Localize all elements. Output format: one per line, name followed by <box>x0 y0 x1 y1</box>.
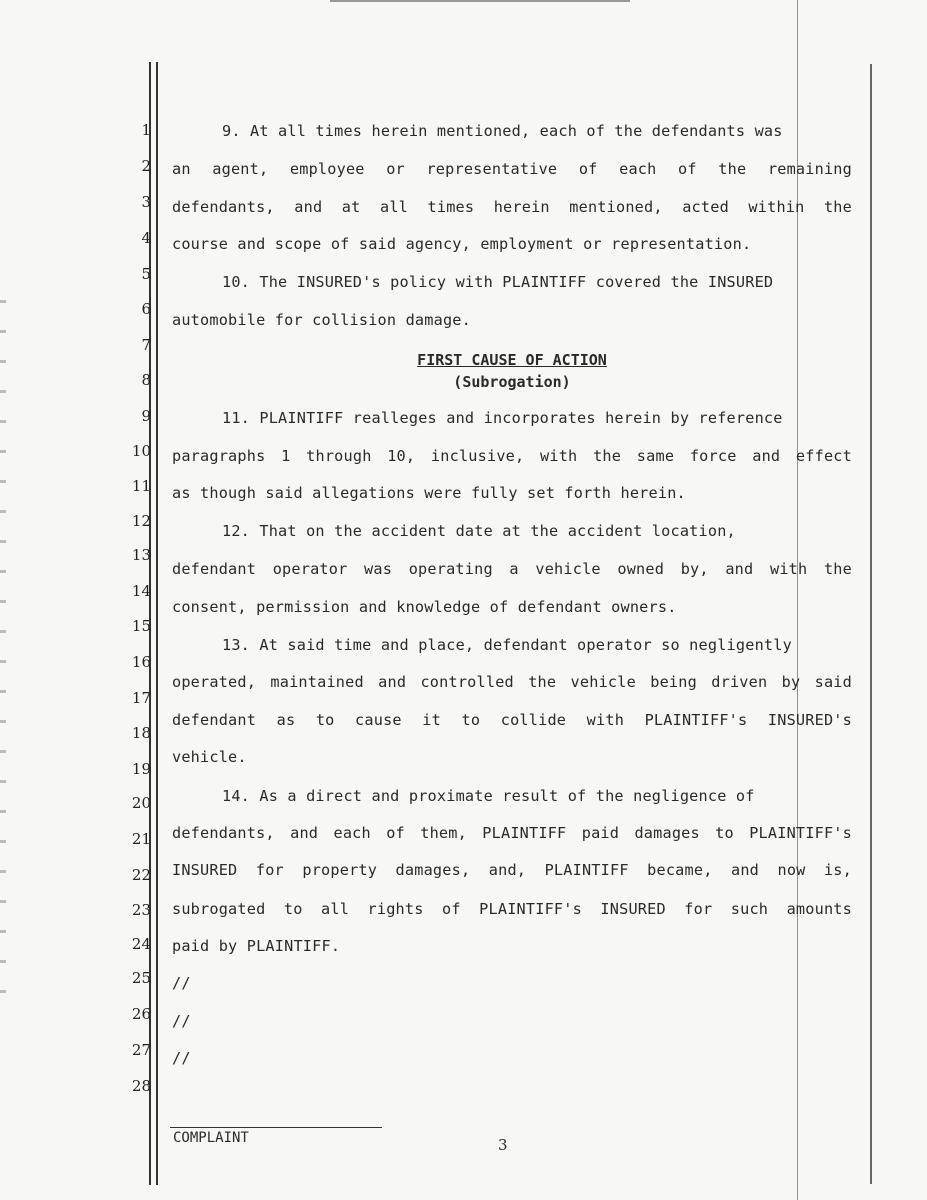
continuation-mark: // <box>172 1049 191 1067</box>
body-line: defendant as to cause it to collide with PLAINTIFF's INSURED's <box>172 711 852 729</box>
line-number: 24 <box>131 935 151 953</box>
body-line: 12. That on the accident date at the accident location, <box>222 522 736 540</box>
line-number: 26 <box>131 1005 151 1023</box>
line-number: 9 <box>141 407 151 425</box>
line-number: 16 <box>131 653 151 671</box>
line-number: 14 <box>131 582 151 600</box>
line-number: 4 <box>141 229 151 247</box>
body-line: 10. The INSURED's policy with PLAINTIFF covered the INSURED <box>222 273 774 291</box>
right-margin-rule <box>870 64 872 1184</box>
line-number: 21 <box>131 830 151 848</box>
line-number: 20 <box>131 794 151 812</box>
line-number: 28 <box>131 1077 151 1095</box>
line-number: 10 <box>131 442 151 460</box>
continuation-mark: // <box>172 974 191 992</box>
body-line: as though said allegations were fully set forth herein. <box>172 484 686 502</box>
line-number: 25 <box>131 969 151 987</box>
line-number: 22 <box>131 866 151 884</box>
line-number: 19 <box>131 760 151 778</box>
page-number: 3 <box>498 1136 508 1154</box>
body-line: an agent, employee or representative of each of the remaining <box>172 160 852 178</box>
body-line: 14. As a direct and proximate result of the negligence of <box>222 787 755 805</box>
body-line: defendants, and at all times herein mentioned, acted within the <box>172 198 852 216</box>
body-line: defendant operator was operating a vehicle owned by, and with the <box>172 560 852 578</box>
line-number: 2 <box>141 157 151 175</box>
line-number: 13 <box>131 546 151 564</box>
body-line: 11. PLAINTIFF realleges and incorporates herein by reference <box>222 409 783 427</box>
line-number: 7 <box>141 336 151 354</box>
line-number: 17 <box>131 689 151 707</box>
left-margin-rule <box>156 62 158 1185</box>
body-line: consent, permission and knowledge of defendant owners. <box>172 598 677 616</box>
body-line: course and scope of said agency, employment or representation. <box>172 235 752 253</box>
line-number: 23 <box>131 901 151 919</box>
line-number: 11 <box>131 477 151 495</box>
footer-rule <box>170 1127 382 1128</box>
continuation-mark: // <box>172 1012 191 1030</box>
body-line: 13. At said time and place, defendant operator so negligently <box>222 636 792 654</box>
scan-edge-marks <box>0 300 6 1000</box>
line-number: 27 <box>131 1041 151 1059</box>
scan-top-mark <box>330 0 630 2</box>
line-number: 6 <box>141 300 151 318</box>
body-line: paid by PLAINTIFF. <box>172 937 341 955</box>
body-line: 9. At all times herein mentioned, each of the defendants was <box>222 122 783 140</box>
body-line: vehicle. <box>172 748 247 766</box>
body-line: subrogated to all rights of PLAINTIFF's INSURED for such amounts <box>172 900 852 918</box>
footer-document-title: COMPLAINT <box>173 1130 249 1146</box>
line-number: 1 <box>141 121 151 139</box>
cause-of-action-subheading: (Subrogation) <box>453 373 571 391</box>
body-line: paragraphs 1 through 10, inclusive, with the same force and effect <box>172 447 852 465</box>
line-number: 5 <box>141 265 151 283</box>
body-line: INSURED for property damages, and, PLAINTIFF became, and now is, <box>172 861 852 879</box>
line-number: 3 <box>141 193 151 211</box>
line-number: 12 <box>131 512 151 530</box>
body-line: automobile for collision damage. <box>172 311 471 329</box>
line-number: 18 <box>131 724 151 742</box>
body-line: defendants, and each of them, PLAINTIFF paid damages to PLAINTIFF's <box>172 824 852 842</box>
line-number: 8 <box>141 371 151 389</box>
line-number: 15 <box>131 617 151 635</box>
body-line: operated, maintained and controlled the vehicle being driven by said <box>172 673 852 691</box>
cause-of-action-heading: FIRST CAUSE OF ACTION <box>417 351 607 369</box>
